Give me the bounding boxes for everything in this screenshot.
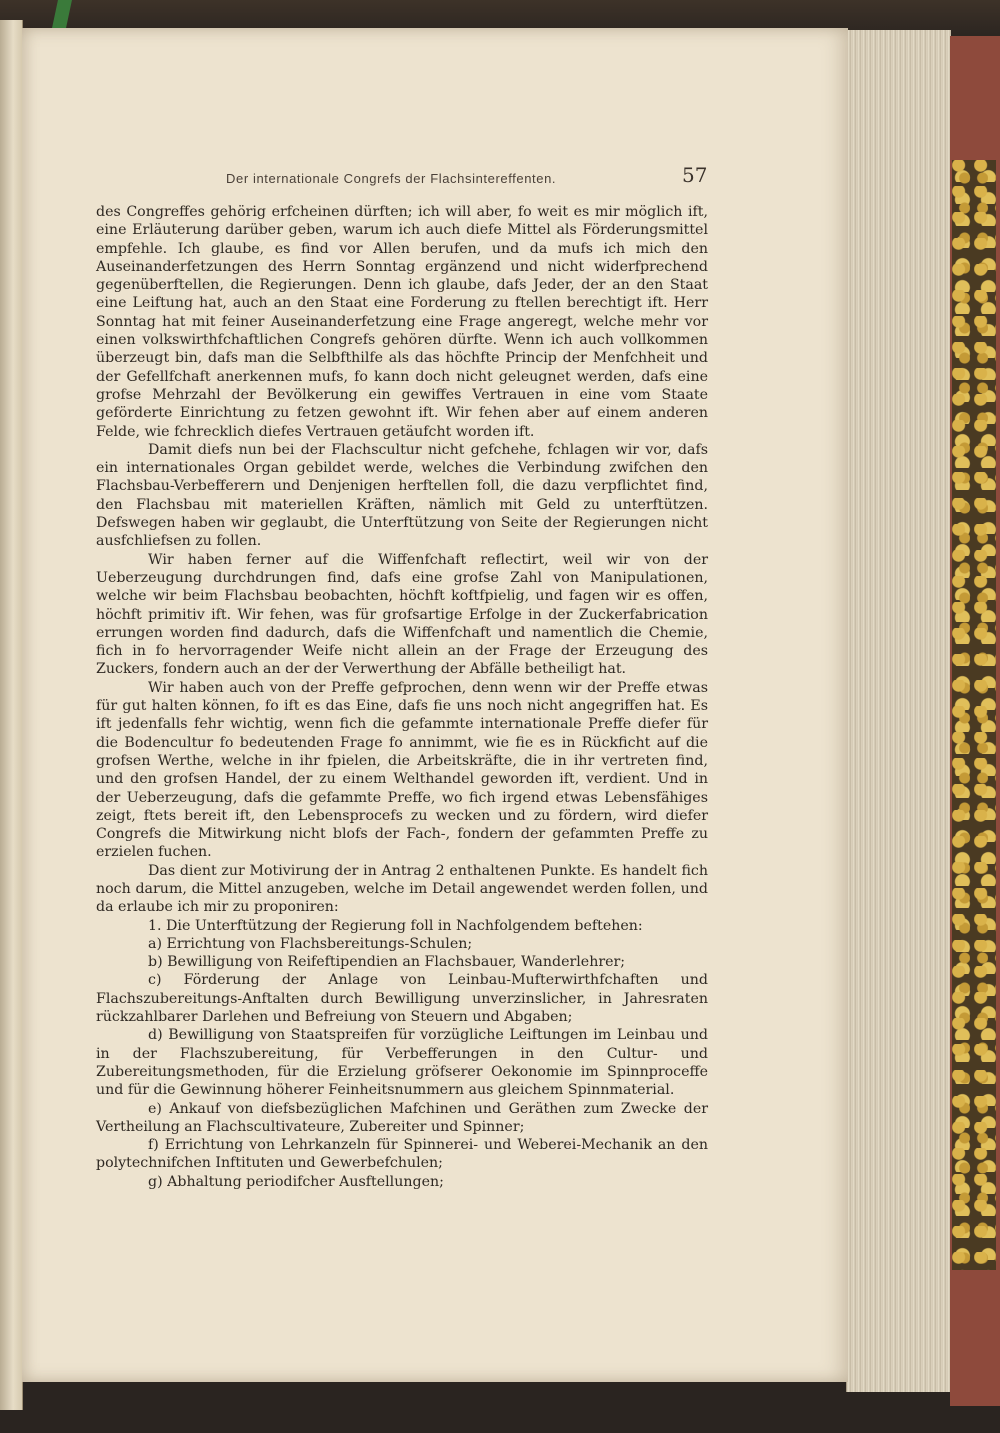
running-head: Der internationale Congrefs der Flachsintereffenten. bbox=[226, 171, 557, 186]
page-stack-edge bbox=[846, 30, 951, 1392]
paragraph: Wir haben ferner auf die Wiffenfchaft reflectirt, weil wir von der Ueberzeugung durchdrungen find, dafs eine grofse Zahl von Manipulationen, welche wir beim Flachsbau beobachten, höchft koftfpielig, und fagen wir es offen, höchft primitiv ift. Wir fehen, was für grofsartige Erfolge in der Zuckerfabrication errungen worden find dadurch, dafs die Wiffenfchaft und namentlich die Chemie, fich in fo hervorragender Weife nicht allein an der Frage der Erzeugung des Zuckers, fondern auch an der der Verwerthung der Abfälle betheiligt hat. bbox=[96, 551, 708, 678]
list-intro: 1. Die Unterftützung der Regierung foll in Nachfolgendem beftehen: bbox=[148, 917, 643, 934]
list-item: b) Bewilligung von Reifeftipendien an Flachsbauer, Wanderlehrer; bbox=[148, 954, 626, 971]
list-item: c) Förderung der Anlage von Leinbau-Mufterwirthfchaften und Flachszubereitungs-Anftalten durch Bewilligung unverzinslicher, in Jahresraten rückzahlbarer Darlehen und Befreiung von Steuern und Abgaben; bbox=[96, 972, 708, 1026]
list-item: a) Errichtung von Flachsbereitungs-Schulen; bbox=[148, 935, 473, 952]
paragraph: Das dient zur Motivirung der in Antrag 2 enthaltenen Punkte. Es handelt fich noch darum, die Mittel anzugeben, welche im Detail angewendet werden follen, und da erlaube ich mir zu proponiren: bbox=[96, 862, 708, 916]
left-page-edge bbox=[0, 20, 23, 1410]
body-text bbox=[96, 203, 708, 1191]
list-item: d) Bewilligung von Staatspreifen für vorzügliche Leiftungen im Leinbau und in der Flachszubereitung, für Verbefferungen in den Cultur- und Zubereitungsmethoden, für die Erzielung gröfserer Oekonomie im Spinnproceffe und für die Gewinnung höherer Feinheitsnummern aus gleichem Spinnmaterial. bbox=[96, 1027, 708, 1099]
list-item: f) Errichtung von Lehrkanzeln für Spinnerei- und Weberei-Mechanik an den polytechnifchen Inftituten und Gewerbefchulen; bbox=[96, 1137, 708, 1172]
list-item: g) Abhaltung periodifcher Ausftellungen; bbox=[148, 1173, 444, 1190]
page-number: 57 bbox=[682, 163, 708, 187]
list-item: e) Ankauf von diefsbezüglichen Mafchinen und Geräthen zum Zwecke der Vertheilung an Flachscultivateure, Zubereiter und Spinner; bbox=[96, 1100, 708, 1135]
marbled-endpaper bbox=[952, 160, 996, 1270]
paragraph: Damit diefs nun bei der Flachscultur nicht gefchehe, fchlagen wir vor, dafs ein internationales Organ gebildet werde, welches die Verbindung zwifchen den Flachsbau-Verbefferern und Denjenigen herftellen foll, die dazu verpflichtet find, den Flachsbau mit materiellen Kräften, nämlich mit Geld zu unterftützen. Defswegen haben wir geglaubt, die Unterftützung von Seite der Regierungen nicht ausfchliefsen zu follen. bbox=[96, 441, 708, 550]
paragraph: des Congreffes gehörig erfcheinen dürften; ich will aber, fo weit es mir möglich ift, eine Erläuterung darüber geben, warum ich auch diefe Mittel als Förderungsmittel empfehle. Ich glaube, es find vor Allen berufen, und da mufs ich mich den Auseinanderfetzungen des Herrn Sonntag ergänzend und nicht widerfprechend gegenüberftellen, die Regierungen. Denn ich glaube, dafs Jeder, der an den Staat eine Leiftung hat, auch an den Staat eine Forderung zu ftellen berechtigt ift. Herr Sonntag hat mit feiner Auseinanderfetzung eine Frage angeregt, welche mehr vor einen volkswirthfchaftlichen Congrefs gehören dürfte. Wenn ich auch vollkommen überzeugt bin, dafs man die Selbfthilfe als das höchfte Princip der Menfchheit und der Gefellfchaft anerkennen mufs, fo kann doch nicht geleugnet werden, dafs eine grofse Mehrzahl der Bevölkerung ein gewiffes Vertrauen in eine vom Staate geförderte Einrichtung zu fetzen gewohnt ift. Wir fehen aber auf einem anderen Felde, wie fchrecklich diefes Vertrauen getäufcht worden ift. bbox=[96, 204, 708, 440]
paragraph: Wir haben auch von der Preffe gefprochen, denn wenn wir der Preffe etwas für gut halten können, fo ift es das Eine, dafs fie uns noch nicht angegriffen hat. Es ift jedenfalls fehr wichtig, wenn fich die gefammte internationale Preffe diefer für die Bodencultur fo bedeutenden Frage fo annimmt, wie fie es in Rückficht auf die grofsen Werthe, welche in ihr fpielen, die Arbeitskräfte, die in ihr vertreten find, und den grofsen Handel, der zu einem Welthandel geworden ift, verdient. Und in der Ueberzeugung, dafs die gefammte Preffe, wo fich irgend etwas Lebensfähiges zeigt, ftets bereit ift, den Lebensprocefs zu wecken und zu fördern, wird diefer Congrefs die Mitwirkung nicht blofs der Fach-, fondern der gefammten Preffe zu erzielen fuchen. bbox=[96, 679, 708, 861]
